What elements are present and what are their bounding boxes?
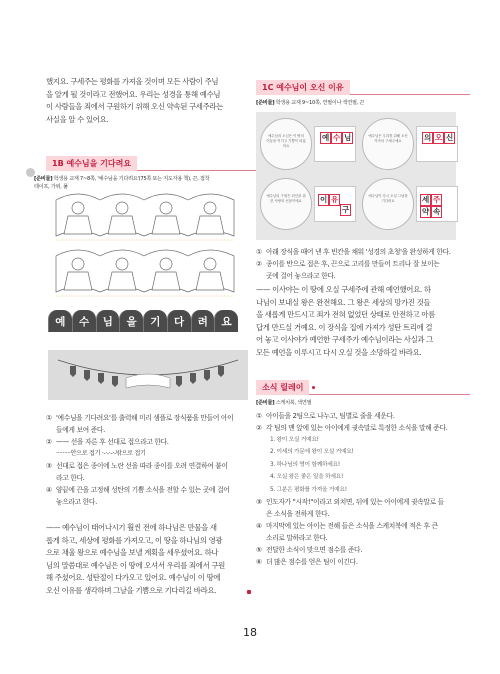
prep-label: [준비물] [256,400,275,406]
closing-line: 나님이 보내실 왕은 완전해요. 그 왕은 세상의 망가진 것들 [256,297,431,307]
page-number: 18 [243,626,257,639]
red-marker-icon [247,590,251,594]
angel-garland-illustration [48,186,248,302]
ornament-cards-image [256,112,456,240]
section-1c-title: 1C 예수님이 오신 이유 [256,80,350,95]
closing-line: —— 이사야는 이 땅에 오실 구세주에 관해 예언했어요. 하 [256,285,431,294]
card-caption: 예수님의 오심은 이 땅의 어둠을 이기고 기쁨이 되었어요 [266,134,306,148]
card-word: 수 [333,133,341,142]
intro-line: 이 사람들을 죄에서 구원하기 위해 오신 약속된 구세주라는 [46,102,223,112]
message-item: 3. 하나님의 영이 함께하세요! [270,461,340,468]
card-word: 신 [446,133,454,142]
card-caption: 예수님이 다시 오실 그날을 기다려요 [368,194,408,203]
intro-paragraph [46,76,260,126]
card-word: 속 [433,207,441,216]
closing-line: 님의 말씀대로 예수님은 이 땅에 오셔서 우리를 죄에서 구원 [46,560,225,570]
prep-text: 스케치북, 색연필 [275,400,312,406]
section-1b-header [46,156,262,171]
closing-line: 모든 예언을 이루시고 다시 오실 것을 소망하길 바라요. [256,347,422,357]
section-1c-prep [256,99,470,107]
ornament-circle [260,178,312,230]
section-1b-steps [46,412,252,508]
section-1c-header [256,80,470,95]
section-relay [256,380,470,568]
step-item: ③ 선대로 접은 종이에 노란 선을 따라 종이를 오려 연결하여 붙이 라고 한다. [46,462,228,482]
banner-letter: 요 [214,310,238,332]
card-word: 이 [320,195,328,204]
banner-letter: 님 [96,310,120,332]
step-item: ② —— 선을 자른 후 선대로 접으라고 한다. [46,438,169,446]
closing-line: 어 놓고 이사야가 예언한 구세주가 예수님이라는 사실과 그 [256,335,433,345]
angel-garland-icon [48,186,248,302]
banner-letter: 려 [191,310,215,332]
card-word: 오 [435,133,443,142]
card-word: 세 [422,195,430,204]
banner-letter: 수 [72,310,96,332]
card-word: 예 [322,133,330,142]
message-item: 4. 오실 왕은 좋은 일을 하세요! [270,474,343,481]
step-item: ⑥ 더 많은 점수를 얻은 팀이 이긴다. [256,558,358,567]
closing-line: 으로 채울 왕으로 예수님을 보낼 계획을 세우셨어요. 하나 [46,548,219,558]
card-word: 구 [342,205,350,214]
section-relay-prep [256,399,470,407]
ornament-circle [362,178,414,230]
step-item: ④ 양끝에 끈을 고정해 성탄의 기쁨 소식을 전할 수 있는 곳에 걸어 놓으라고 한다. [46,486,230,506]
card-word: 주 [433,195,441,204]
intro-line: 을 알게 될 것이라고 전했어요. 우리는 성경을 통해 예수님 [46,89,221,99]
step-item: ① 아이들을 2팀으로 나누고, 팀별로 줄을 세운다. [256,412,395,420]
heart-word-banner [48,310,238,332]
closing-line: 롭게 하고, 세상에 평화를 가져오고, 이 땅을 하나님의 영광 [46,535,223,545]
section-1b-title: 1B 예수님을 기다려요 [46,156,137,171]
hanging-hearts-icon [48,350,248,400]
card-word: 의 [424,133,432,142]
card-caption: 예수님은 우리를 위해 오신 약속의 구세주예요 [368,134,408,143]
closing-line: —— 예수님이 태어나시기 훨씬 전에 하나님은 만물을 새 [46,523,217,532]
step-item: ③ 인도자가 "시작!"이라고 외치면, 뒤에 있는 아이에게 귓속말로 들 은 소식을 전하게 한다. [256,498,444,519]
step-item: ② 종이를 반으로 접은 후, 끈으로 고리를 만들어 트리나 잘 보이는 곳에 걸어 놓으라고 한다. [256,260,440,280]
card-word: 님 [344,133,352,142]
banner-letter: 기 [143,310,167,332]
intro-line: 했지요. 구세주는 평화를 가져올 것이며 모든 사람이 주님 [46,77,219,86]
section-1c-steps [256,246,470,282]
ornament-circle [362,118,414,170]
prep-text: 학생용 교재 7~8쪽, '예수님을 기다려요'(75쪽 또는 지도자용 책), 끈, 접착 [53,176,210,182]
relay-messages [256,434,470,496]
fold-legend: ·········안으로 접기 ·-·-·-·-밖으로 접기 [56,450,146,457]
message-item: 1. 왕이 오실 거예요! [270,437,319,443]
closing-line: 답게 만드실 거예요. 이 장식을 집에 가져가 성탄 트리에 걸 [256,322,433,332]
step-item: ② 각 팀의 맨 앞에 있는 아이에게 귓속말로 특정한 소식을 말해 준다. [256,424,448,432]
step-item: ⑤ 전달한 소식이 맞으면 점수를 준다. [256,546,363,555]
step-item: ① 아래 장식을 때어 낸 후 빈칸을 채워 '성경의 초청'을 완성하게 한다. [256,248,451,256]
message-item: 5. 그분은 평화를 가져올 거예요! [270,486,347,493]
step-item: ④ 마지막에 있는 아이는 전해 들은 소식을 스케치북에 적은 후 큰 소리로 말하라고 한다. [256,522,438,543]
banner-letter: 예 [48,310,72,332]
closing-line: 을 새롭게 만드시고 죄가 전혀 없었던 상태로 안전하고 아름 [256,310,435,320]
banner-letter: 을 [119,310,143,332]
prep-label: [준비물] [256,100,275,106]
card-word: 약 [422,207,430,216]
section-1c-closing [256,284,470,360]
prep-label: [준비물] [34,176,53,182]
card-caption: 예수님의 구원은 죄인을 위한 사랑의 선물이에요 [266,194,306,203]
section-1b-closing [46,522,256,598]
closing-line: 해 주셨어요. 성탄절이 다가오고 있어요. 예수님이 이 땅에 [46,573,221,583]
prep-text-2: 테이프, 가위, 풀 [34,184,68,190]
intro-line: 사실을 알 수 있어요. [46,114,109,124]
banner-letter: 다 [167,310,191,332]
message-item: 2. 이세의 가문에 왕이 오실 거예요! [270,449,354,456]
step-item: ① '예수님을 기다려요'를 출력해 미리 샘플로 장식품을 만들어 아이 들에게 보여 준다. [46,414,234,434]
prep-text: 학생용 교재 9~10쪽, 연필이나 색연필, 끈 [275,100,365,106]
relay-dot-icon [312,386,315,389]
section-1c [256,80,470,107]
section-relay-header [256,380,470,395]
card-word: 유 [331,195,339,204]
section-relay-title: 소식 릴레이 [256,380,309,395]
closing-line: 오신 이유를 생각하며 그날을 기쁨으로 기다리길 바라요. [46,585,217,595]
hanging-garland-photo [48,350,248,400]
margin-marker-icon [26,168,35,177]
